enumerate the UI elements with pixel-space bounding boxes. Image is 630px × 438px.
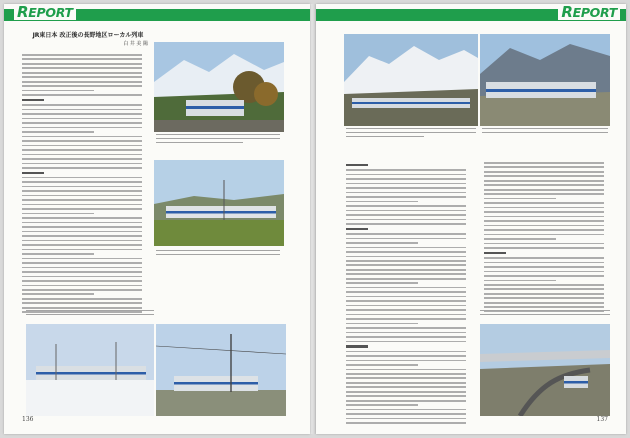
text-line [484, 297, 604, 299]
text-line [22, 231, 142, 233]
article-byline: 白 井 美 陽 [123, 41, 148, 47]
text-line [484, 166, 604, 168]
text-line [484, 275, 604, 277]
text-line [22, 280, 142, 282]
text-line [484, 184, 604, 186]
text-line [22, 85, 142, 87]
text-line [22, 67, 142, 69]
text-line [22, 271, 142, 273]
text-line [484, 271, 604, 273]
text-line [484, 162, 604, 164]
text-line [346, 214, 466, 216]
text-line [484, 234, 604, 236]
text-line [346, 305, 466, 307]
text-line [484, 243, 604, 245]
text-line [346, 314, 466, 316]
text-line [22, 145, 142, 147]
text-line [346, 369, 466, 371]
right-page [316, 4, 626, 434]
photo-mountain-view-train [480, 34, 610, 126]
text-line [346, 178, 466, 180]
text-line [346, 355, 466, 357]
text-line [484, 288, 604, 290]
text-line [22, 244, 142, 246]
left-text-column [22, 54, 142, 316]
caption-1 [156, 134, 280, 146]
text-line [346, 269, 466, 271]
text-line [22, 76, 142, 78]
text-line [346, 183, 466, 185]
text-line [22, 149, 142, 151]
text-line [22, 181, 142, 183]
text-line [484, 293, 604, 295]
text-line [22, 293, 94, 295]
text-line [22, 262, 142, 264]
text-line [22, 94, 142, 96]
text-line [346, 395, 466, 397]
text-line [346, 196, 466, 198]
caption-5 [482, 128, 608, 136]
caption-4 [346, 128, 476, 140]
text-line [346, 264, 466, 266]
text-line [346, 386, 466, 388]
text-line [346, 201, 418, 203]
text-line [346, 174, 466, 176]
photo-snow-field-train [26, 324, 154, 416]
text-line [346, 223, 466, 225]
text-line [22, 195, 142, 197]
text-line [22, 131, 94, 133]
photo-mountain-train-left [154, 42, 284, 132]
text-line [484, 262, 604, 264]
text-line [22, 213, 94, 215]
left-page [4, 4, 310, 434]
text-line [22, 267, 142, 269]
text-line [22, 240, 142, 242]
section-heading-bar [346, 345, 368, 347]
text-line [484, 220, 604, 222]
section-heading-bar [346, 228, 368, 230]
text-line [346, 296, 466, 298]
text-line [22, 276, 142, 278]
text-line [22, 249, 142, 251]
photo-curve-bridge-train [480, 324, 610, 416]
text-line [484, 257, 604, 259]
text-line [346, 187, 466, 189]
text-line [22, 285, 142, 287]
text-line [346, 219, 466, 221]
text-line [346, 210, 466, 212]
text-line [346, 400, 466, 402]
text-line [22, 190, 142, 192]
report-text-right: EPORT [572, 5, 617, 20]
text-line [346, 309, 466, 311]
text-line [346, 382, 466, 384]
text-line [22, 113, 142, 115]
photo-field-train [154, 160, 284, 246]
photo-catenary-train [156, 324, 286, 416]
text-line [22, 186, 142, 188]
caption-3 [26, 310, 154, 318]
text-line [22, 199, 142, 201]
text-line [22, 289, 142, 291]
text-line [22, 81, 142, 83]
text-line [484, 207, 604, 209]
page-number-left: 136 [22, 416, 34, 423]
text-line [346, 260, 466, 262]
text-line [346, 278, 466, 280]
text-line [346, 341, 466, 343]
text-line [22, 54, 142, 56]
text-line [22, 104, 142, 106]
text-line [22, 222, 142, 224]
text-line [22, 298, 142, 300]
report-label-left: REPORT [14, 4, 76, 20]
text-line [22, 136, 142, 138]
text-line [484, 306, 604, 308]
text-line [484, 175, 604, 177]
text-line [22, 226, 142, 228]
report-label-right: REPORT [558, 4, 620, 20]
text-line [346, 332, 466, 334]
text-line [22, 163, 142, 165]
report-text-left: EPORT [28, 5, 73, 20]
text-line [484, 180, 604, 182]
text-line [22, 154, 142, 156]
section-heading-bar [484, 252, 506, 254]
text-line [346, 373, 466, 375]
text-line [346, 364, 418, 366]
caption-6 [480, 310, 610, 318]
text-line [346, 251, 466, 253]
text-line [346, 233, 466, 235]
text-line [346, 422, 466, 424]
page-number-right: 137 [596, 416, 608, 423]
section-heading-bar [22, 172, 44, 174]
text-line [346, 247, 466, 249]
text-line [484, 266, 604, 268]
text-line [484, 247, 604, 249]
text-line [22, 127, 142, 129]
text-line [346, 413, 466, 415]
text-line [346, 360, 466, 362]
text-line [346, 273, 466, 275]
right-text-column-a [346, 162, 466, 427]
text-line [346, 409, 466, 411]
text-line [22, 72, 142, 74]
photo-snowy-alps-train [344, 34, 478, 126]
text-line [484, 198, 556, 200]
text-line [346, 323, 418, 325]
text-line [346, 404, 418, 406]
caption-2 [156, 250, 280, 258]
text-line [22, 217, 142, 219]
text-line [22, 63, 142, 65]
text-line [346, 238, 466, 240]
text-line [484, 238, 556, 240]
text-line [484, 211, 604, 213]
text-line [484, 280, 556, 282]
text-line [484, 202, 604, 204]
text-line [484, 189, 604, 191]
text-line [346, 242, 418, 244]
text-line [484, 225, 604, 227]
text-line [22, 208, 142, 210]
right-text-column-b [484, 162, 604, 315]
text-line [22, 204, 142, 206]
text-line [22, 167, 142, 169]
text-line [22, 158, 142, 160]
text-line [22, 140, 142, 142]
text-line [22, 307, 142, 309]
text-line [346, 327, 466, 329]
text-line [22, 90, 94, 92]
text-line [22, 58, 142, 60]
text-line [346, 418, 466, 420]
text-line [346, 192, 466, 194]
text-line [22, 109, 142, 111]
text-line [484, 284, 604, 286]
section-heading-bar [346, 164, 368, 166]
text-line [346, 391, 466, 393]
text-line [22, 235, 142, 237]
text-line [346, 377, 466, 379]
text-line [346, 318, 466, 320]
text-line [346, 351, 466, 353]
text-line [22, 118, 142, 120]
text-line [22, 177, 142, 179]
text-line [484, 193, 604, 195]
text-line [484, 171, 604, 173]
text-line [484, 229, 604, 231]
text-line [346, 291, 466, 293]
text-line [346, 287, 466, 289]
section-heading-bar [22, 99, 44, 101]
text-line [346, 300, 466, 302]
text-line [22, 258, 142, 260]
text-line [22, 122, 142, 124]
text-line [22, 302, 142, 304]
text-line [346, 169, 466, 171]
text-line [22, 253, 94, 255]
text-line [346, 282, 418, 284]
text-line [346, 205, 466, 207]
text-line [346, 336, 466, 338]
article-title: JR東日本 改正後の長野地区ローカル列車 [32, 32, 144, 39]
text-line [484, 216, 604, 218]
text-line [346, 256, 466, 258]
text-line [484, 302, 604, 304]
